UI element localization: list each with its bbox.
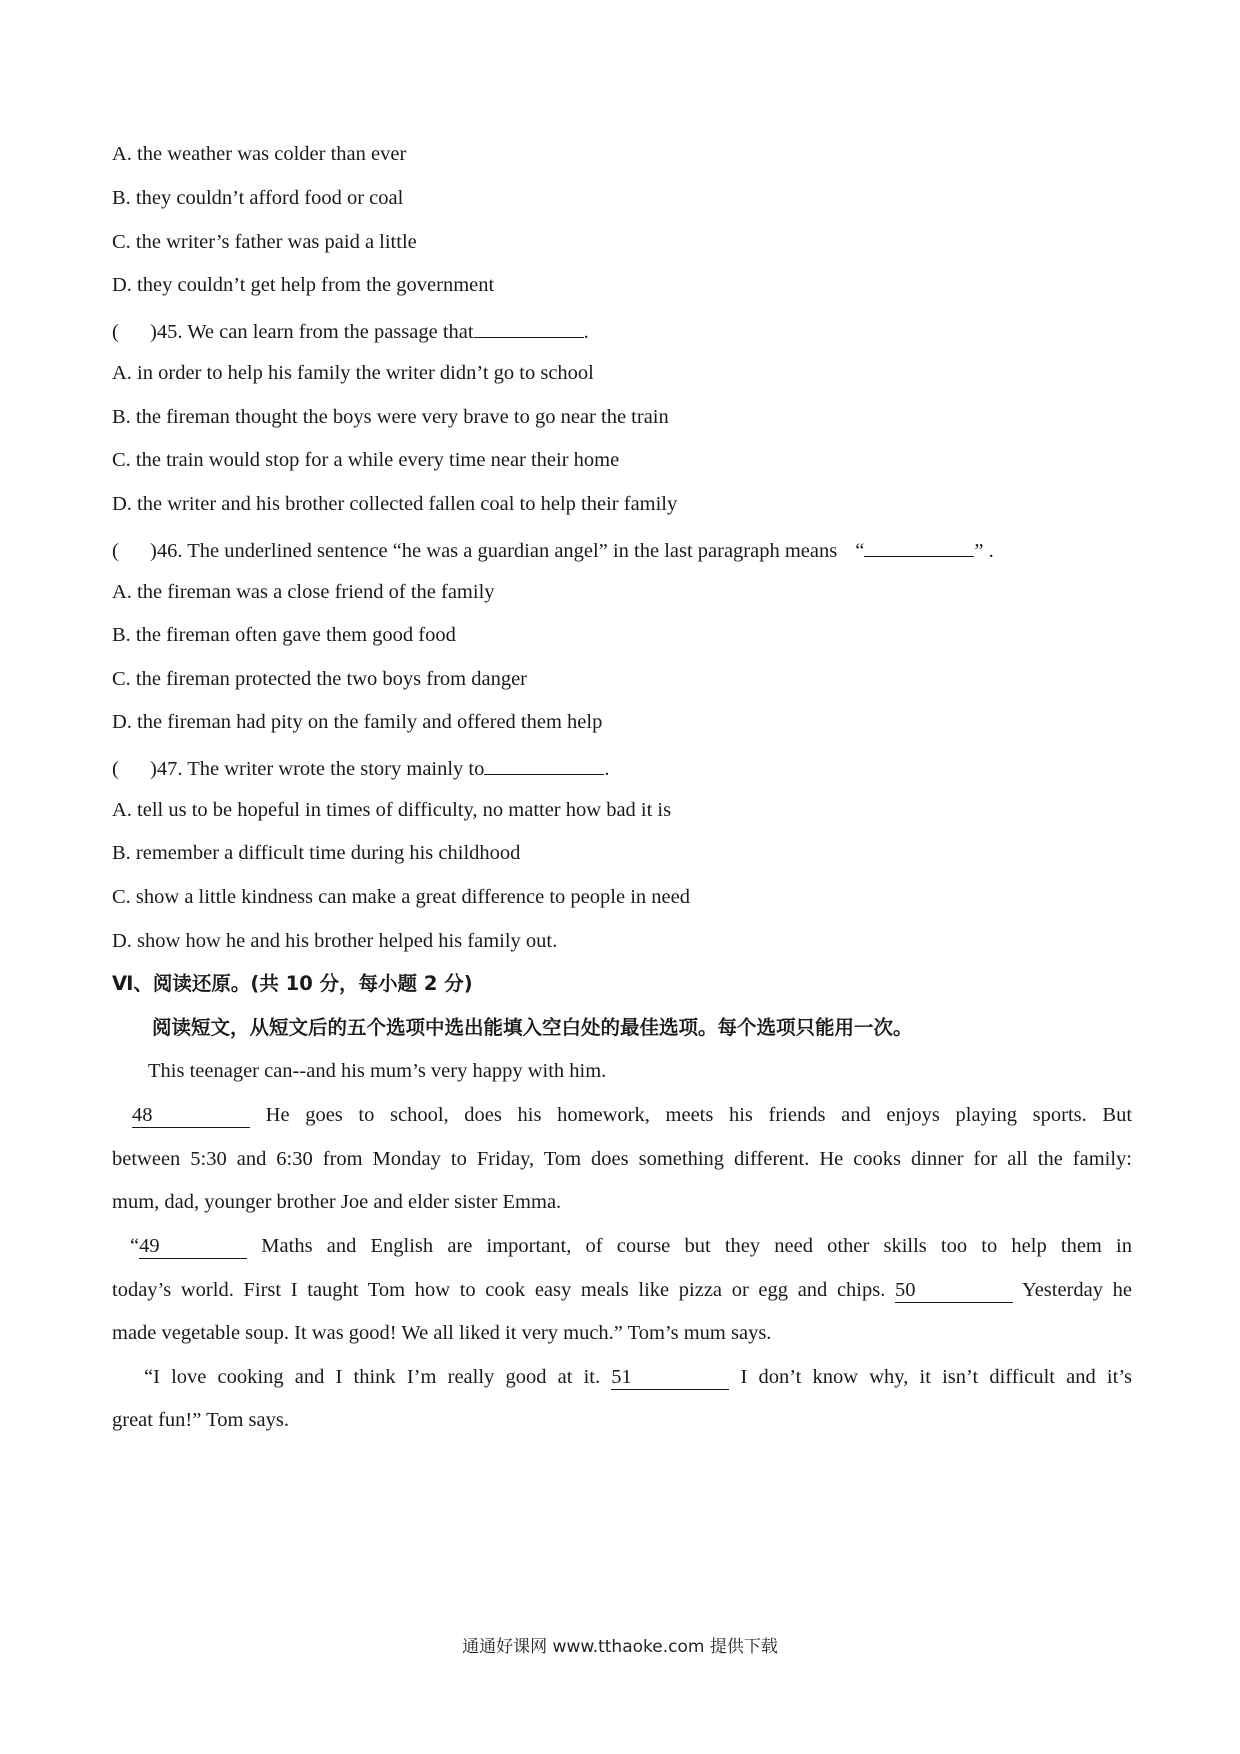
q46-option-b: B. the fireman often gave them good food bbox=[112, 624, 456, 646]
q47-option-a: A. tell us to be hopeful in times of difficulty, no matter how bad it is bbox=[112, 799, 672, 821]
q45-end: . bbox=[583, 321, 589, 343]
passage-p1-line2: between 5:30 and 6:30 from Monday to Friday, Tom does something different. He cooks dinner for all the family: bbox=[112, 1148, 1132, 1170]
q44-option-a: A. the weather was colder than ever bbox=[112, 143, 407, 165]
passage-p2-text1: Maths and English are important, of course but they need other skills too to help them in bbox=[261, 1235, 1133, 1257]
passage-p1-text1: He goes to school, does his homework, meets his friends and enjoys playing sports. But bbox=[265, 1104, 1133, 1126]
section-6-instruction: 阅读短文，从短文后的五个选项中选出能填入空白处的最佳选项。每个选项只能用一次。 bbox=[152, 1016, 913, 1039]
q46-option-a: A. the fireman was a close friend of the family bbox=[112, 581, 495, 603]
passage-p2-text2b: Yesterday he bbox=[1021, 1279, 1132, 1301]
q46-stem-text: )46. The underlined sentence “he was a guardian angel” in the last paragraph means bbox=[150, 540, 838, 562]
q47-option-c: C. show a little kindness can make a great difference to people in need bbox=[112, 886, 690, 908]
q46-close-quote: ” . bbox=[974, 540, 994, 562]
q45-option-c: C. the train would stop for a while every time near their home bbox=[112, 449, 620, 471]
passage-intro: This teenager can--and his mum’s very happy with him. bbox=[148, 1060, 607, 1082]
q46-option-c: C. the fireman protected the two boys from danger bbox=[112, 668, 527, 690]
q47-stem-text: )47. The writer wrote the story mainly to bbox=[150, 758, 485, 780]
q46-answer-paren[interactable]: ( bbox=[112, 540, 119, 562]
q46-option-d: D. the fireman had pity on the family and offered them help bbox=[112, 711, 603, 733]
q45-stem-text: )45. We can learn from the passage that bbox=[150, 321, 474, 343]
passage-p2-line2 bbox=[112, 1276, 1132, 1304]
blank-51[interactable]: 51 bbox=[611, 1365, 729, 1390]
blank-49[interactable]: 49 bbox=[139, 1234, 247, 1259]
blank-48[interactable]: 48 bbox=[132, 1103, 250, 1128]
document-page bbox=[112, 0, 1132, 1754]
page-footer: 通通好课网 www.tthaoke.com 提供下载 bbox=[462, 1637, 778, 1657]
q45-option-d: D. the writer and his brother collected fallen coal to help their family bbox=[112, 493, 678, 515]
q47-blank bbox=[484, 752, 604, 775]
q46-blank bbox=[864, 534, 974, 557]
q46-open-quote: “ bbox=[855, 540, 865, 562]
q44-option-d: D. they couldn’t get help from the government bbox=[112, 274, 495, 296]
passage-p2-text2a: today’s world. First I taught Tom how to cook easy meals like pizza or egg and chips. bbox=[112, 1279, 886, 1301]
passage-p2-line1 bbox=[112, 1232, 1132, 1260]
passage-p3-line2: great fun!” Tom says. bbox=[112, 1409, 289, 1431]
q46-stem bbox=[112, 534, 1132, 565]
passage-p1-line3: mum, dad, younger brother Joe and elder sister Emma. bbox=[112, 1191, 562, 1213]
passage-p3-text1a: “I love cooking and I think I’m really good at it. bbox=[144, 1366, 601, 1388]
q45-answer-paren[interactable]: ( bbox=[112, 321, 119, 343]
passage-p1-line1 bbox=[112, 1101, 1132, 1129]
q47-option-b: B. remember a difficult time during his childhood bbox=[112, 842, 521, 864]
blank-50[interactable]: 50 bbox=[895, 1278, 1013, 1303]
q47-answer-paren[interactable]: ( bbox=[112, 758, 119, 780]
q47-end: . bbox=[604, 758, 610, 780]
q45-stem bbox=[112, 315, 1132, 346]
q47-stem bbox=[112, 752, 1132, 783]
passage-p3-line1 bbox=[112, 1363, 1132, 1391]
q44-option-b: B. they couldn’t afford food or coal bbox=[112, 187, 404, 209]
q45-option-a: A. in order to help his family the writer didn’t go to school bbox=[112, 362, 594, 384]
section-6-title: Ⅵ、阅读还原。(共 10 分，每小题 2 分) bbox=[112, 972, 473, 995]
q45-option-b: B. the fireman thought the boys were very brave to go near the train bbox=[112, 406, 669, 428]
passage-p2-line3: made vegetable soup. It was good! We all liked it very much.” Tom’s mum says. bbox=[112, 1322, 772, 1344]
q47-option-d: D. show how he and his brother helped his family out. bbox=[112, 930, 558, 952]
passage-p3-text1b: I don’t know why, it isn’t difficult and it’s bbox=[740, 1366, 1132, 1388]
p2-open-quote: “ bbox=[130, 1235, 140, 1257]
q45-blank bbox=[474, 315, 584, 338]
q44-option-c: C. the writer’s father was paid a little bbox=[112, 231, 417, 253]
